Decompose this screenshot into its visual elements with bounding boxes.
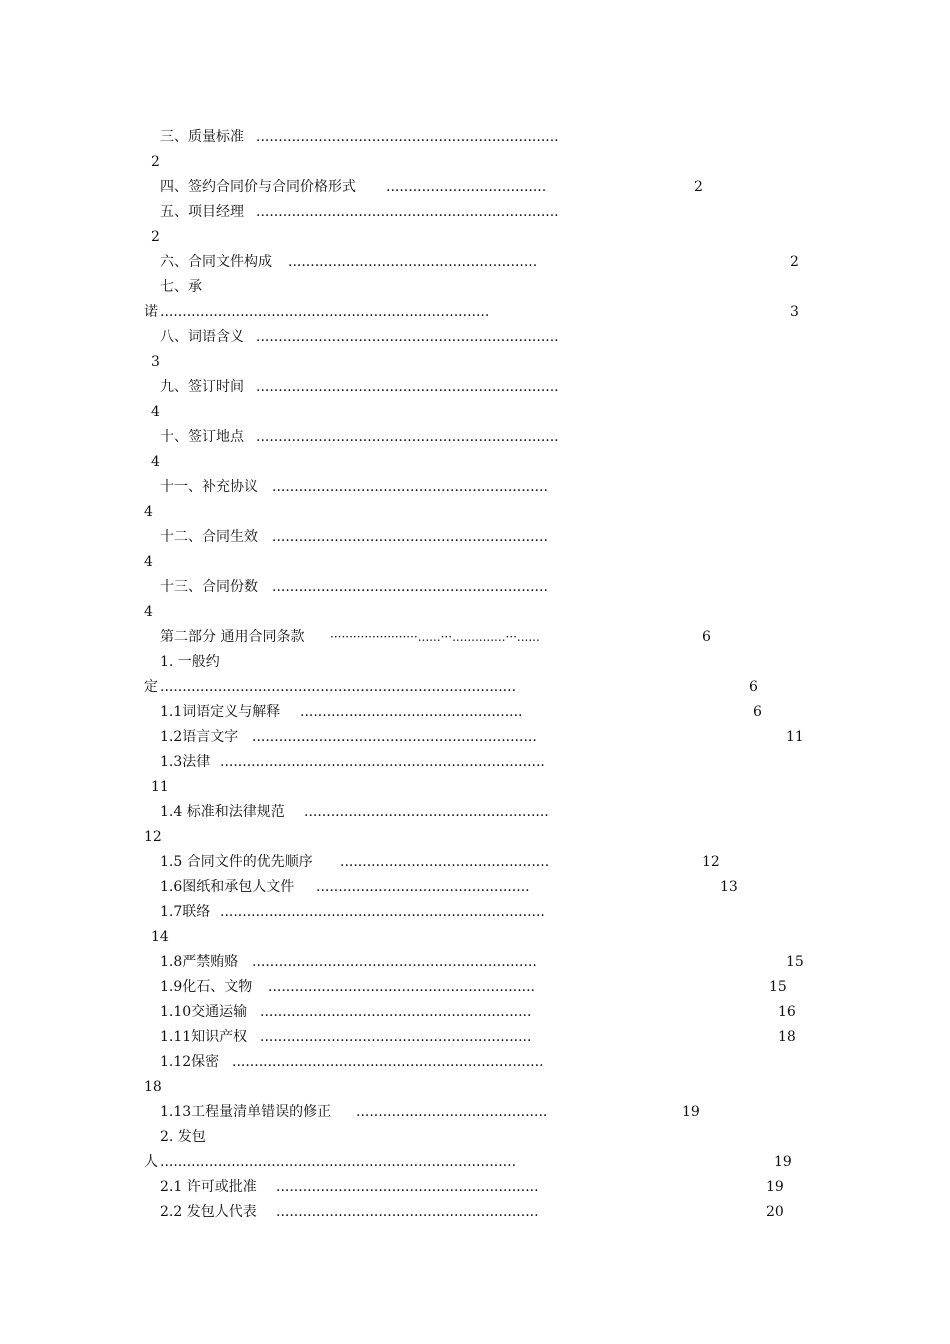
toc-entry-page: 4 (144, 504, 153, 520)
toc-entry-page: 16 (778, 1004, 796, 1020)
toc-entry-page: 2 (151, 154, 160, 170)
toc-leader-dots: .............................................................. (272, 529, 548, 545)
toc-entry (0, 900, 950, 925)
toc-entry-page: 14 (151, 929, 169, 945)
toc-leader-dots: ...................................................................... (232, 1054, 544, 1070)
toc-entry-page-line (0, 400, 950, 425)
toc-entry-title: 2.2 发包人代表 (160, 1204, 257, 1220)
toc-entry-page-line (0, 1075, 950, 1100)
toc-entry (0, 725, 950, 750)
toc-entry (0, 375, 950, 400)
toc-entry-page: 6 (702, 629, 711, 645)
toc-entry (0, 975, 950, 1000)
toc-entry-page: 11 (786, 729, 804, 745)
toc-leader-dots: ................................................................................ (160, 679, 517, 695)
toc-entry-page: 6 (753, 704, 762, 720)
toc-entry (0, 525, 950, 550)
toc-leader-dots: .................................... (386, 179, 547, 195)
toc-entry (0, 575, 950, 600)
toc-entry-title: 十三、合同份数 (160, 579, 258, 595)
toc-leader-dots: ............................................................. (260, 1004, 532, 1020)
toc-entry (0, 800, 950, 825)
toc-entry-cont (0, 1150, 950, 1175)
toc-entry (0, 625, 950, 650)
toc-entry (0, 250, 950, 275)
toc-entry-page: 12 (702, 854, 720, 870)
toc-entry-title: 六、合同文件构成 (160, 254, 272, 270)
toc-leader-dots: .............................................................. (272, 579, 548, 595)
toc-entry (0, 425, 950, 450)
toc-entry-page: 19 (774, 1154, 792, 1170)
toc-entry-page: 4 (151, 454, 160, 470)
toc-leader-dots: .................................................................... (256, 204, 559, 220)
toc-entry-page: 2 (151, 229, 160, 245)
toc-entry-page: 11 (151, 779, 169, 795)
toc-entry-title: 1.3法律 (160, 754, 211, 770)
toc-entry (0, 950, 950, 975)
toc-leader-dots: ............................................................ (268, 979, 536, 995)
toc-entry (0, 125, 950, 150)
toc-entry-title: 1.10交通运输 (160, 1004, 248, 1020)
toc-entry-title: 八、词语含义 (160, 329, 244, 345)
toc-entry (0, 1025, 950, 1050)
toc-leader-dots: .............................................................. (272, 479, 548, 495)
toc-entry (0, 1200, 950, 1225)
toc-entry-title-cont: 诺 (144, 304, 158, 320)
toc-entry-title: 1.8严禁贿赂 (160, 954, 239, 970)
toc-entry-page: 15 (786, 954, 804, 970)
toc-entry (0, 275, 950, 300)
toc-entry (0, 200, 950, 225)
toc-entry-page-line (0, 500, 950, 525)
toc-entry (0, 325, 950, 350)
toc-leader-dots: ................................................................ (252, 729, 537, 745)
toc-entry-title: 1.9化石、文物 (160, 979, 253, 995)
toc-entry-page-line (0, 225, 950, 250)
toc-leader-dots: ............................................................. (260, 1029, 532, 1045)
toc-entry-page: 4 (144, 604, 153, 620)
toc-leader-dots: ·······················......···..............···...... (330, 630, 540, 644)
toc-entry-cont (0, 300, 950, 325)
toc-leader-dots: ........................................................ (288, 254, 538, 270)
toc-entry-page-line (0, 825, 950, 850)
toc-entry-title: 五、项目经理 (160, 204, 244, 220)
toc-entry-title: 1.13工程量清单错误的修正 (160, 1104, 332, 1120)
toc-entry-title: 2.1 许可或批准 (160, 1179, 257, 1195)
toc-entry-page: 6 (749, 679, 758, 695)
toc-entry-page: 15 (769, 979, 787, 995)
toc-entry-title: 十、签订地点 (160, 429, 244, 445)
toc-entry-title: 1.2语言文字 (160, 729, 239, 745)
toc-entry-title: 十一、补充协议 (160, 479, 258, 495)
toc-leader-dots: ........................................................... (276, 1179, 539, 1195)
toc-entry-page-line (0, 925, 950, 950)
toc-leader-dots: .................................................................... (256, 379, 559, 395)
toc-entry-page-line (0, 450, 950, 475)
toc-entry-title: 1.7联络 (160, 904, 211, 920)
toc-entry-page: 3 (790, 304, 799, 320)
toc-entry-page: 3 (151, 354, 160, 370)
toc-leader-dots: ............................................... (340, 854, 550, 870)
toc-entry-page: 4 (151, 404, 160, 420)
toc-entry-title: 四、签约合同价与合同价格形式 (160, 179, 356, 195)
toc-entry-title: 十二、合同生效 (160, 529, 258, 545)
toc-entry (0, 650, 950, 675)
toc-leader-dots: ....................................................... (304, 804, 549, 820)
toc-leader-dots: ........................................... (356, 1104, 548, 1120)
toc-leader-dots: .................................................................... (256, 429, 559, 445)
toc-leader-dots: ................................................ (316, 879, 530, 895)
toc-entry (0, 875, 950, 900)
toc-entry (0, 1125, 950, 1150)
toc-entry-cont (0, 675, 950, 700)
toc-entry-title: 1. 一般约 (160, 654, 220, 670)
toc-entry-page: 18 (778, 1029, 796, 1045)
toc-entry-page-line (0, 150, 950, 175)
toc-entry (0, 1175, 950, 1200)
toc-entry-page: 2 (790, 254, 799, 270)
toc-entry-title: 1.11知识产权 (160, 1029, 248, 1045)
toc-entry-page-line (0, 600, 950, 625)
toc-leader-dots: ................................................................ (252, 954, 537, 970)
toc-leader-dots: .................................................................... (256, 129, 559, 145)
toc-leader-dots: ......................................................................... (220, 754, 545, 770)
toc-entry-title-cont: 定 (144, 679, 158, 695)
toc-leader-dots: ................................................................................ (160, 1154, 517, 1170)
toc-entry-title: 1.1词语定义与解释 (160, 704, 281, 720)
toc-entry (0, 175, 950, 200)
toc-leader-dots: .......................................................................... (160, 304, 490, 320)
toc-entry-title: 1.4 标准和法律规范 (160, 804, 285, 820)
toc-entry (0, 475, 950, 500)
toc-entry-page: 2 (694, 179, 703, 195)
toc-entry-title: 2. 发包 (160, 1129, 206, 1145)
toc-entry-page: 12 (144, 829, 162, 845)
toc-entry-page: 13 (720, 879, 738, 895)
toc-entry-title: 三、质量标准 (160, 129, 244, 145)
toc-leader-dots: .................................................................... (256, 329, 559, 345)
toc-entry (0, 850, 950, 875)
toc-leader-dots: ........................................................... (276, 1204, 539, 1220)
toc-entry-title: 1.6图纸和承包人文件 (160, 879, 295, 895)
toc-entry-title: 九、签订时间 (160, 379, 244, 395)
toc-entry-page-line (0, 775, 950, 800)
toc-entry-page: 4 (144, 554, 153, 570)
toc-entry-title: 1.5 合同文件的优先顺序 (160, 854, 313, 870)
toc-leader-dots: .................................................. (300, 704, 523, 720)
toc-entry (0, 1000, 950, 1025)
toc-entry-page: 19 (682, 1104, 700, 1120)
toc-entry (0, 1100, 950, 1125)
toc-entry-title: 1.12保密 (160, 1054, 220, 1070)
toc-entry (0, 750, 950, 775)
toc-entry-page-line (0, 550, 950, 575)
toc-entry-page-line (0, 350, 950, 375)
toc-entry-title: 七、承 (160, 279, 202, 295)
toc-entry (0, 1050, 950, 1075)
toc-entry-title: 第二部分 通用合同条款 (160, 629, 305, 645)
toc-entry-page: 18 (144, 1079, 162, 1095)
toc-entry-page: 19 (766, 1179, 784, 1195)
toc-leader-dots: ......................................................................... (220, 904, 545, 920)
toc-entry (0, 700, 950, 725)
toc-entry-page: 20 (766, 1204, 784, 1220)
toc-entry-title-cont: 人 (144, 1154, 158, 1170)
